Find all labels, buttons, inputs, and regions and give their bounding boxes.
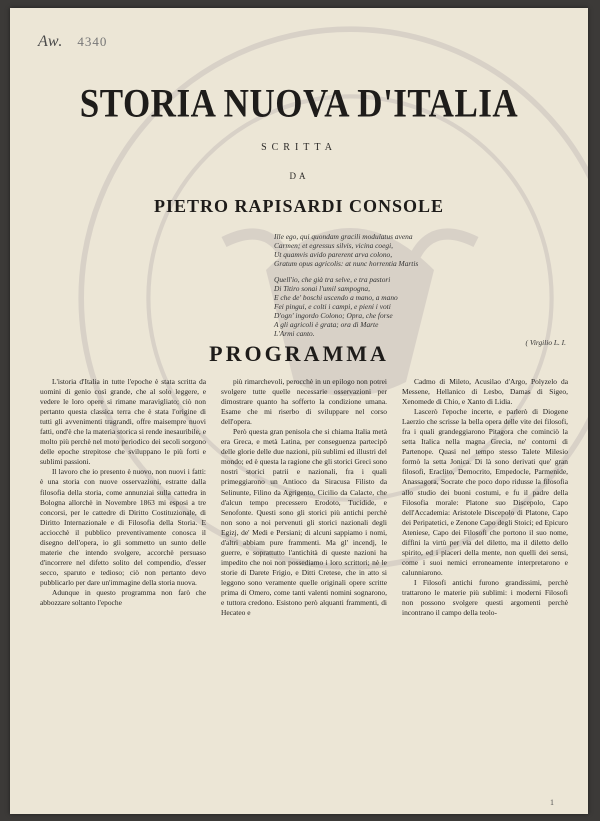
epigraph-citation: ( Virgilio L. I. [525,338,566,347]
shelfmark-number: 4340 [77,34,108,49]
page-number: 1 [550,798,554,807]
section-heading: PROGRAMMA [209,341,389,366]
paragraph: Lascerò l'epoche incerte, e parlerò di Diogene Laerzio che scrisse la bella opera delle vite dei filosofi, fra i quali grandeggiarono Pitagora che cominciò la setta Italica nella magna Grecia, ne' contorni di Partenope. Quasi nel tempo stesso Talete Milesio formò la setta Jonica. Di là sono derivati que' gran filosofi, Eraclito, Democrito, Empedocle, Parmenide, Anassagora, Socrate che poco dopo ridusse la filosofia allo studio dei buoni costumi, e fu il padre della Filosofia morale: Platone suo Discepolo, Capo dell'Accademia: Aristotele Discepolo di Platone, Capo dei Peripatetici, e Zenone Capo degli Stoici; ed Epicuro Ateniese, Capo dei Filosofi che portono il suo nome, diffini la virtù per via del diletto, ma il diletto dello spirito, ed i piaceri della mente, non quelli dei sensi, come i suoi nemici erroneamente interpretarono e calunniarono. [402,407,568,577]
epigraph-line: Fei pingui, e colti i campi, e pieni i voti [274,302,391,311]
epigraph-line: Ut quamvis avido parerent arva colono, [274,250,393,259]
paragraph: Però questa gran penisola che si chiama Italia metà era Greca, e metà Latina, per conseguenza partecipò delle glorie delle due nazioni, più sublimi ed illustri del mondo; ed è questa la ragione che gli storici Greci sono nostri storici patrii e nazionali, fra i quali primeggiarono un Antioco da Siracusa Filisto da Selinunte, Filino da Agrigento, Cicilio da Calacte, che d'alcun tempo precessero Erodoto, Tucidide, e Senofonte. Questi sono gli storici più antichi perchè non sono a noi pervenuti gli storici nazionali degli Egizj, de' Medi e Persiani; di alcuni sappiamo i nomi, d'altri abbiam pure frammenti. Ma gl' incendj, le guerre, e soprattutto l'antichità di queste nazioni ha impedito che noi non possediamo i loro scrittori; nè le storie di Darete Frigio, e Ditti Cretese, che in atto si leggono sono veramente quelle originali opere scritte prima di Omero, come tanti valenti nomini sognarono, e tuttora credono. Esistono però alquanti frammenti, di Hecateo e [221,427,387,618]
paragraph: più rimarchevoli, perocchè in un epilogo non potrei svolgere tutte quelle necessarie osservazioni per dimostrare quanto ha sofferto la condizione umana. Esame che mi riserbo di sviluppare nel corso dell'opera. [221,377,387,427]
epigraph-line: D'ogn' ingordo Colono; Opra, che forse [274,311,393,320]
byline-da: DA [289,171,309,181]
epigraph-line: A gli agricoli è grata; ora di Marte [274,320,379,329]
author-name: PIETRO RAPISARDI CONSOLE [153,196,445,216]
paragraph: Cadmo di Mileto, Acusilao d'Argo, Polyzelo da Messene, Hellanico di Lesbo, Damas di Sigeo, Xenomede di Chio, e Xanto di Lidia. [402,377,568,407]
text-column-2 [221,377,387,787]
epigraph-line: L'Armi canto. [274,329,315,338]
shelfmark [38,33,107,51]
body-columns [40,377,568,787]
epigraph-line: Di Titiro sonai l'umil sampogna, [274,284,370,293]
epigraph-line: Carmen; et egressus silvis, vicina coegi, [274,241,393,250]
epigraph-line: Ille ego, qui quondam gracili modulatus avena [274,232,413,241]
paragraph: L'istoria d'Italia in tutte l'epoche è stata scritta da uomini di genio così grande, che al solo leggere, e vedere le loro opere si rimane maravigliato; ciò non pertanto questa classica terra che è stata l'origine di tutti gli avvenimenti tragrandi, offre maisempre nuovi fatti, ond'è che la materia storica si rende inesauribile, e molto più perchè nel moto periodico dei secoli sorgono delle epoche strepitose che sviluppano le più forti e sublimi passioni. [40,377,206,467]
document-page [10,8,588,814]
text-column-1 [40,377,206,787]
document-title: STORIA NUOVA D'ITALIA [79,81,519,126]
epigraph-line: E che de' boschi uscendo a mano, a mano [274,293,398,302]
epigraph-line: Gratum opus agricolis: at nunc horrentia Martis [274,259,419,268]
epigraph [274,232,574,347]
epigraph-latin [274,232,574,268]
epigraph-italian [274,275,574,338]
paragraph: Il lavoro che io presento è nuovo, non nuovi i fatti: è una storia con nuove osservazioni, estratte dalla filosofia della storia, come annunziai sulla cattedra in Bologna allorchè in Novembre 1863 mi esposi a tre concorsi, per le cattedre di Diritto Costituzionale, di Diritto Internazionale e di Filosofia della Storia. E acciocchè il pubblico preventivamente conosca il disegno dell'opera, io gli sommetto un sunto delle materie che intendo svolgere, accorchè persuaso d'incorrere nel difetto solito del compendio, d'esser secco, sparuto e tedioso; ciò non pertanto devo pubblicarlo per dare un'immagine della storia nuova. [40,467,206,587]
text-column-3 [402,377,568,787]
paragraph: Adunque in questo programma non farò che abbozzare soltanto l'epoche [40,587,206,608]
paragraph: I Filosofi antichi furono grandissimi, perchè trattarono le materie più sublimi: i moderni Filosofi non possono svolgere questi argomenti perchè incontrano il campo della teolo- [402,577,568,618]
shelfmark-label: Aw. [38,33,64,50]
subtitle-scritta: SCRITTA [261,142,337,153]
epigraph-line: Quell'io, che già tra selve, e tra pastori [274,275,391,284]
